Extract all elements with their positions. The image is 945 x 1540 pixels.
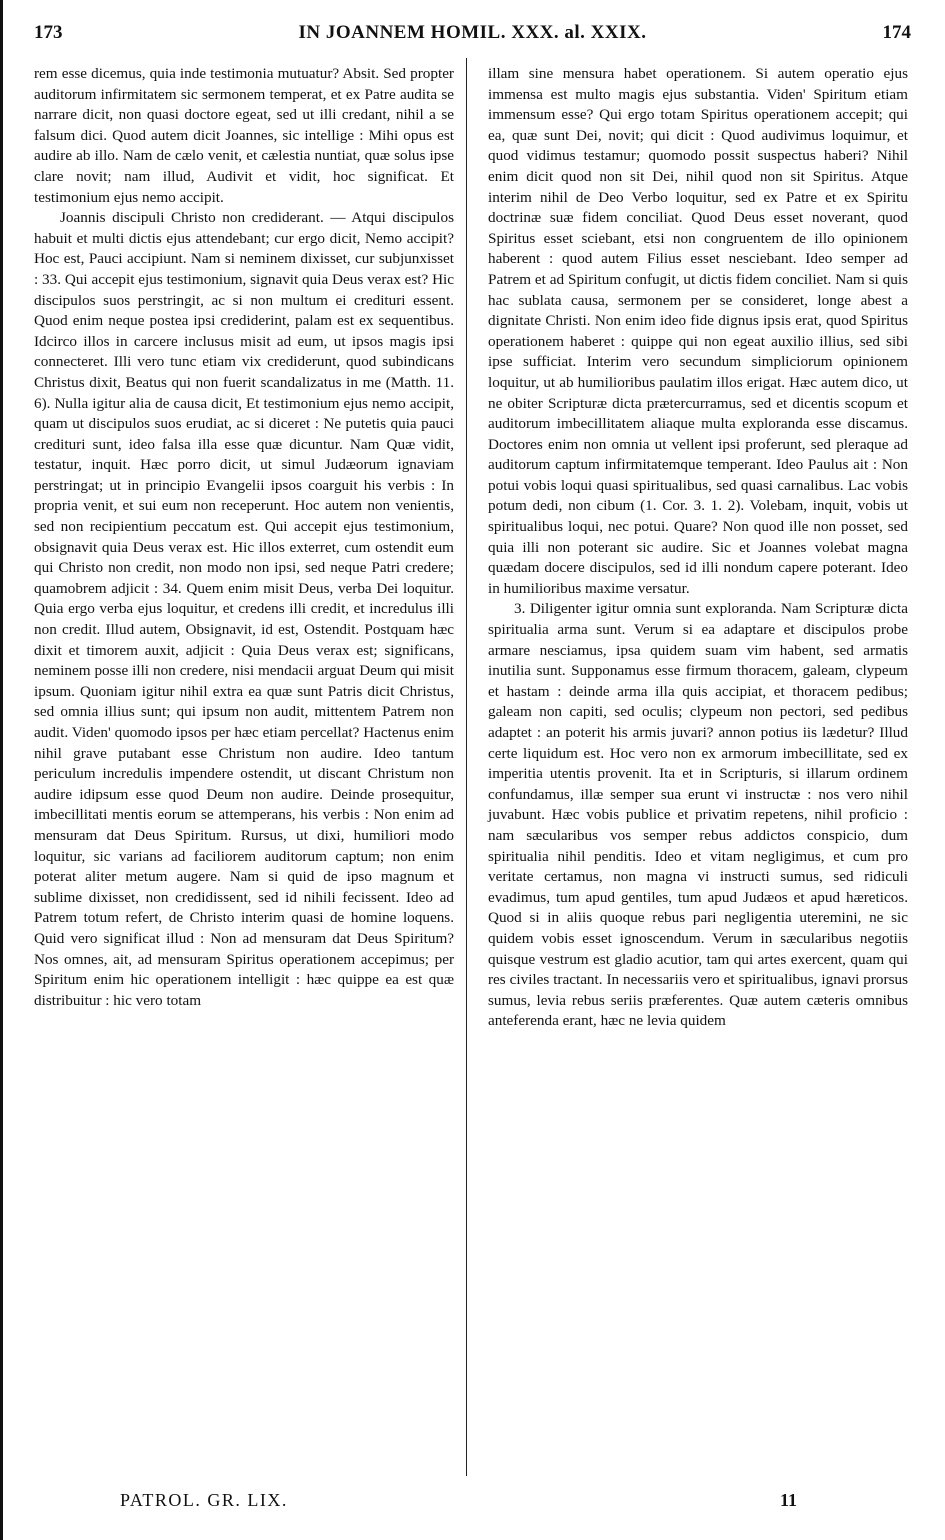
left-paragraph-2: Joannis discipuli Christo non crediderant. — Atqui discipulos habuit et multi dictis ejus attendebant; cur ergo dicit, Nemo accipit? Hoc est, Pauci accipiunt. Nam si neminem dixisset, cur subjunxisset : 33. Qui accepit ejus testimonium, signavit quia Deus verax est? Hic discipulos suos perstringit, ac si non multum ei credituri essent. Quod enim neque postea ipsi crediderint, palam est ex sequentibus. Idcirco illos in carcere inclusus misit ad eum, ut ipsos magis ipsi connecteret. Illi vero tunc etiam vix crediderunt, quod subindicans Christus dixit, Beatus qui non fuerit scandalizatus in me (Matth. 11. 6). Nulla igitur alia de causa dicit, Et testimonium ejus nemo accipit, quam ut discipulos suos erudiat, ac si diceret : Ne putetis quia pauci credituri sunt, ideo falsa illa esse quæ dicuntur. Nam Quæ vidit, testatur, inquit. Hæc porro dicit, ut simul Judæorum ignaviam perstringat; ut in principio Evangelii ipsos coarguit his verbis : In propria venit, et sui eum non receperunt. Hoc autem non venientis, sed non recipientium peccatum est. Qui accepit ejus testimonium, obsignavit quia Deus verax est. Hic illos exterret, cum ostendit eum qui Christo non credit, non modo non ipsi, sed neque Patri credere; quamobrem adjicit : 34. Quem enim misit Deus, verba Dei loquitur. Quia ergo verba ejus loquitur, et credens illi credit, et incredulus illi non credit. Illud autem, Obsignavit, id est, Ostendit. Postquam hæc dixit et timorem auxit, adjicit : Quia Deus verax est; significans, neminem posse illi non credere, nisi mendacii arguat Deum qui misit ipsum. Quoniam igitur nihil extra ea quæ sunt Patris dicit Christus, sed omnia illius sunt; qui ipsum non audit, mittentem Patrem non audit. Viden' quomodo ipsos per hæc etiam percellat? Hactenus enim nihil grave putabant esse Christum non audire. Ideo tantum periculum incredulis impendere ostendit, ut discant Christum non audire idipsum esse quod Deum non audire. Deinde prosequitur, imbecillitati mentis eorum se attemperans, his verbis : Non enim ad mensuram dat Deus Spiritum. Rursus, ut dixi, humiliori modo loquitur, sic varians ad faciliorem auditorum captum; non enim poterat aliter metum augere. Nam si quid de ipso magnum et sublime dixisset, non credidissent, sed id nihili fecissent. Ideo ad Patrem totum refert, de Christo interim quasi de homine loquens. Quid vero significat illud : Non ad mensuram dat Deus Spiritum? Nos omnes, ait, ad mensuram Spiritus operationem accepimus; per Spiritum enim hic operationem intelligit : hæc quippe ea est quæ distribuitur : hic vero totam <box>34 209 454 1009</box>
right-column <box>488 64 908 1032</box>
right-paragraph-2: 3. Diligenter igitur omnia sunt exploranda. Nam Scripturæ dicta spiritualia arma sunt. Verum si ea adaptare et discipulos probe armare nesciamus, ipsa quidem suam vim habent, sed armatis inutilia sunt. Supponamus esse firmum thoracem, galeam, clypeum et hastam : deinde arma illa quis accipiat, et thoracem pedibus; galeam non capiti, sed oculis; clypeum non pectori, sed pedibus adaptet : an poterit his armis juvari? annon potius iis lædetur? Illud certe liquidum est. Hoc vero non ex armorum imbecillitate, sed ex imperitia utentis provenit. Ita et in Scripturis, si illarum ordinem confundamus, illæ semper sua erunt vi instructæ : nos vero nihil juvabunt. Hæc vobis publice et privatim repetens, nihil proficio : nam sæcularibus vos semper rebus addictos conspicio, dum spiritualia nihil penditis. Ideo et vitam negligimus, et cum pro veritate certamus, non magna vi instructi sumus, sed ridiculi evadimus, tum apud gentiles, tum apud Judæos et apud hæreticos. Quod si in aliis quoque rebus pari negligentia uteremini, ne sic quidem vobis esset ignoscendum. Verum in sæcularibus negotiis quisque vestrum est gladio acutior, tam qui artes exercent, quam qui res civiles tractant. In necessariis vero et spiritualibus, ignavi prorsus sumus, levia rebus seriis præferentes. Quæ autem cæteris omnibus anteferenda erant, hæc ne levia quidem <box>488 600 908 1030</box>
page-number-right: 174 <box>882 22 911 43</box>
column-divider <box>466 58 467 1476</box>
running-header <box>34 22 911 52</box>
left-paragraph-1: rem esse dicemus, quia inde testimonia mutuatur? Absit. Sed propter auditorum infirmitatem sic sermonem temperat, et ex Patre audita se narrare dicit, non quasi doctore egeat, sed ut illi credant, nihil a se falsum dici. Quod autem dicit Joannes, sic intellige : Mihi opus est audire ab illo. Nam de cælo venit, et cælestia nuntiat, quæ solus ipse clare novit; nam illud, Audivit et vidit, hoc significat. Et testimonium ejus nemo accipit. <box>34 65 454 206</box>
running-title: IN JOANNEM HOMIL. XXX. al. XXIX. <box>298 22 647 43</box>
page-number-left: 173 <box>34 22 63 43</box>
left-column <box>34 64 454 1011</box>
footer-signature: PATROL. GR. LIX. <box>120 1490 288 1510</box>
right-paragraph-1: illam sine mensura habet operationem. Si autem operatio ejus immensa est multo magis ejus substantia. Viden' Spiritum etiam immensum esse? Qui ergo totam Spiritus operationem accepit; qui ea, quæ sunt Dei, novit; qui dicit : Quod audivimus loquimur, et quod vidimus testamur; quomodo possit suspectus haberi? Nihil enim dicit quod non sit Dei, nihil quod non sit Spiritus. Atque interim nihil de Deo Verbo loquitur, sed ex Patre et ex Spiritu doctrinæ suæ fidem conciliat. Quod Deus esset noverant, quod Spiritus esset sciebant, etsi non congruentem de illo opinionem haberent : quod autem Filius esset nesciebant. Ideo semper ad Patrem et ad Spiritum confugit, ut dictis fidem conciliet. Nam si quis hac sublata causa, sermonem per se consideret, longe abest a dignitate Christi. Non enim ideo fide dignus ipsis erat, quod Spiritus operationem haberet : quippe qui non egeat auxilio illius, sed sibi ipse sufficiat. Interim vero secundum simpliciorum opinionem loquitur, ut ab humilioribus paulatim illos erigat. Hæc autem dico, ut ne obiter Scripturæ dicta prætercurramus, sed et dicentis scopum et auditorum imbecillitatem aliaque multa exploranda esse discamus. Doctores enim non omnia ut vellent ipsi proferunt, sed pleraque ad auditorum captum infirmitatemque temperant. Ideo Paulus ait : Non potui vobis loqui quasi spiritualibus, sed quasi carnalibus. Lac vobis potum dedi, non cibum (1. Cor. 3. 1. 2). Volebam, inquit, vobis ut spiritualibus loqui, nec potui. Quare? Non quod ille non posset, sed quia illi non poterant sic audire. Sic et Joannes volebat magna quædam docere discipulos, sed id illi nondum capere poterant. Ideo in humilioribus maxime versatur. <box>488 65 908 597</box>
page-edge-line <box>0 0 3 1540</box>
footer-sheet-number: 11 <box>780 1490 798 1510</box>
